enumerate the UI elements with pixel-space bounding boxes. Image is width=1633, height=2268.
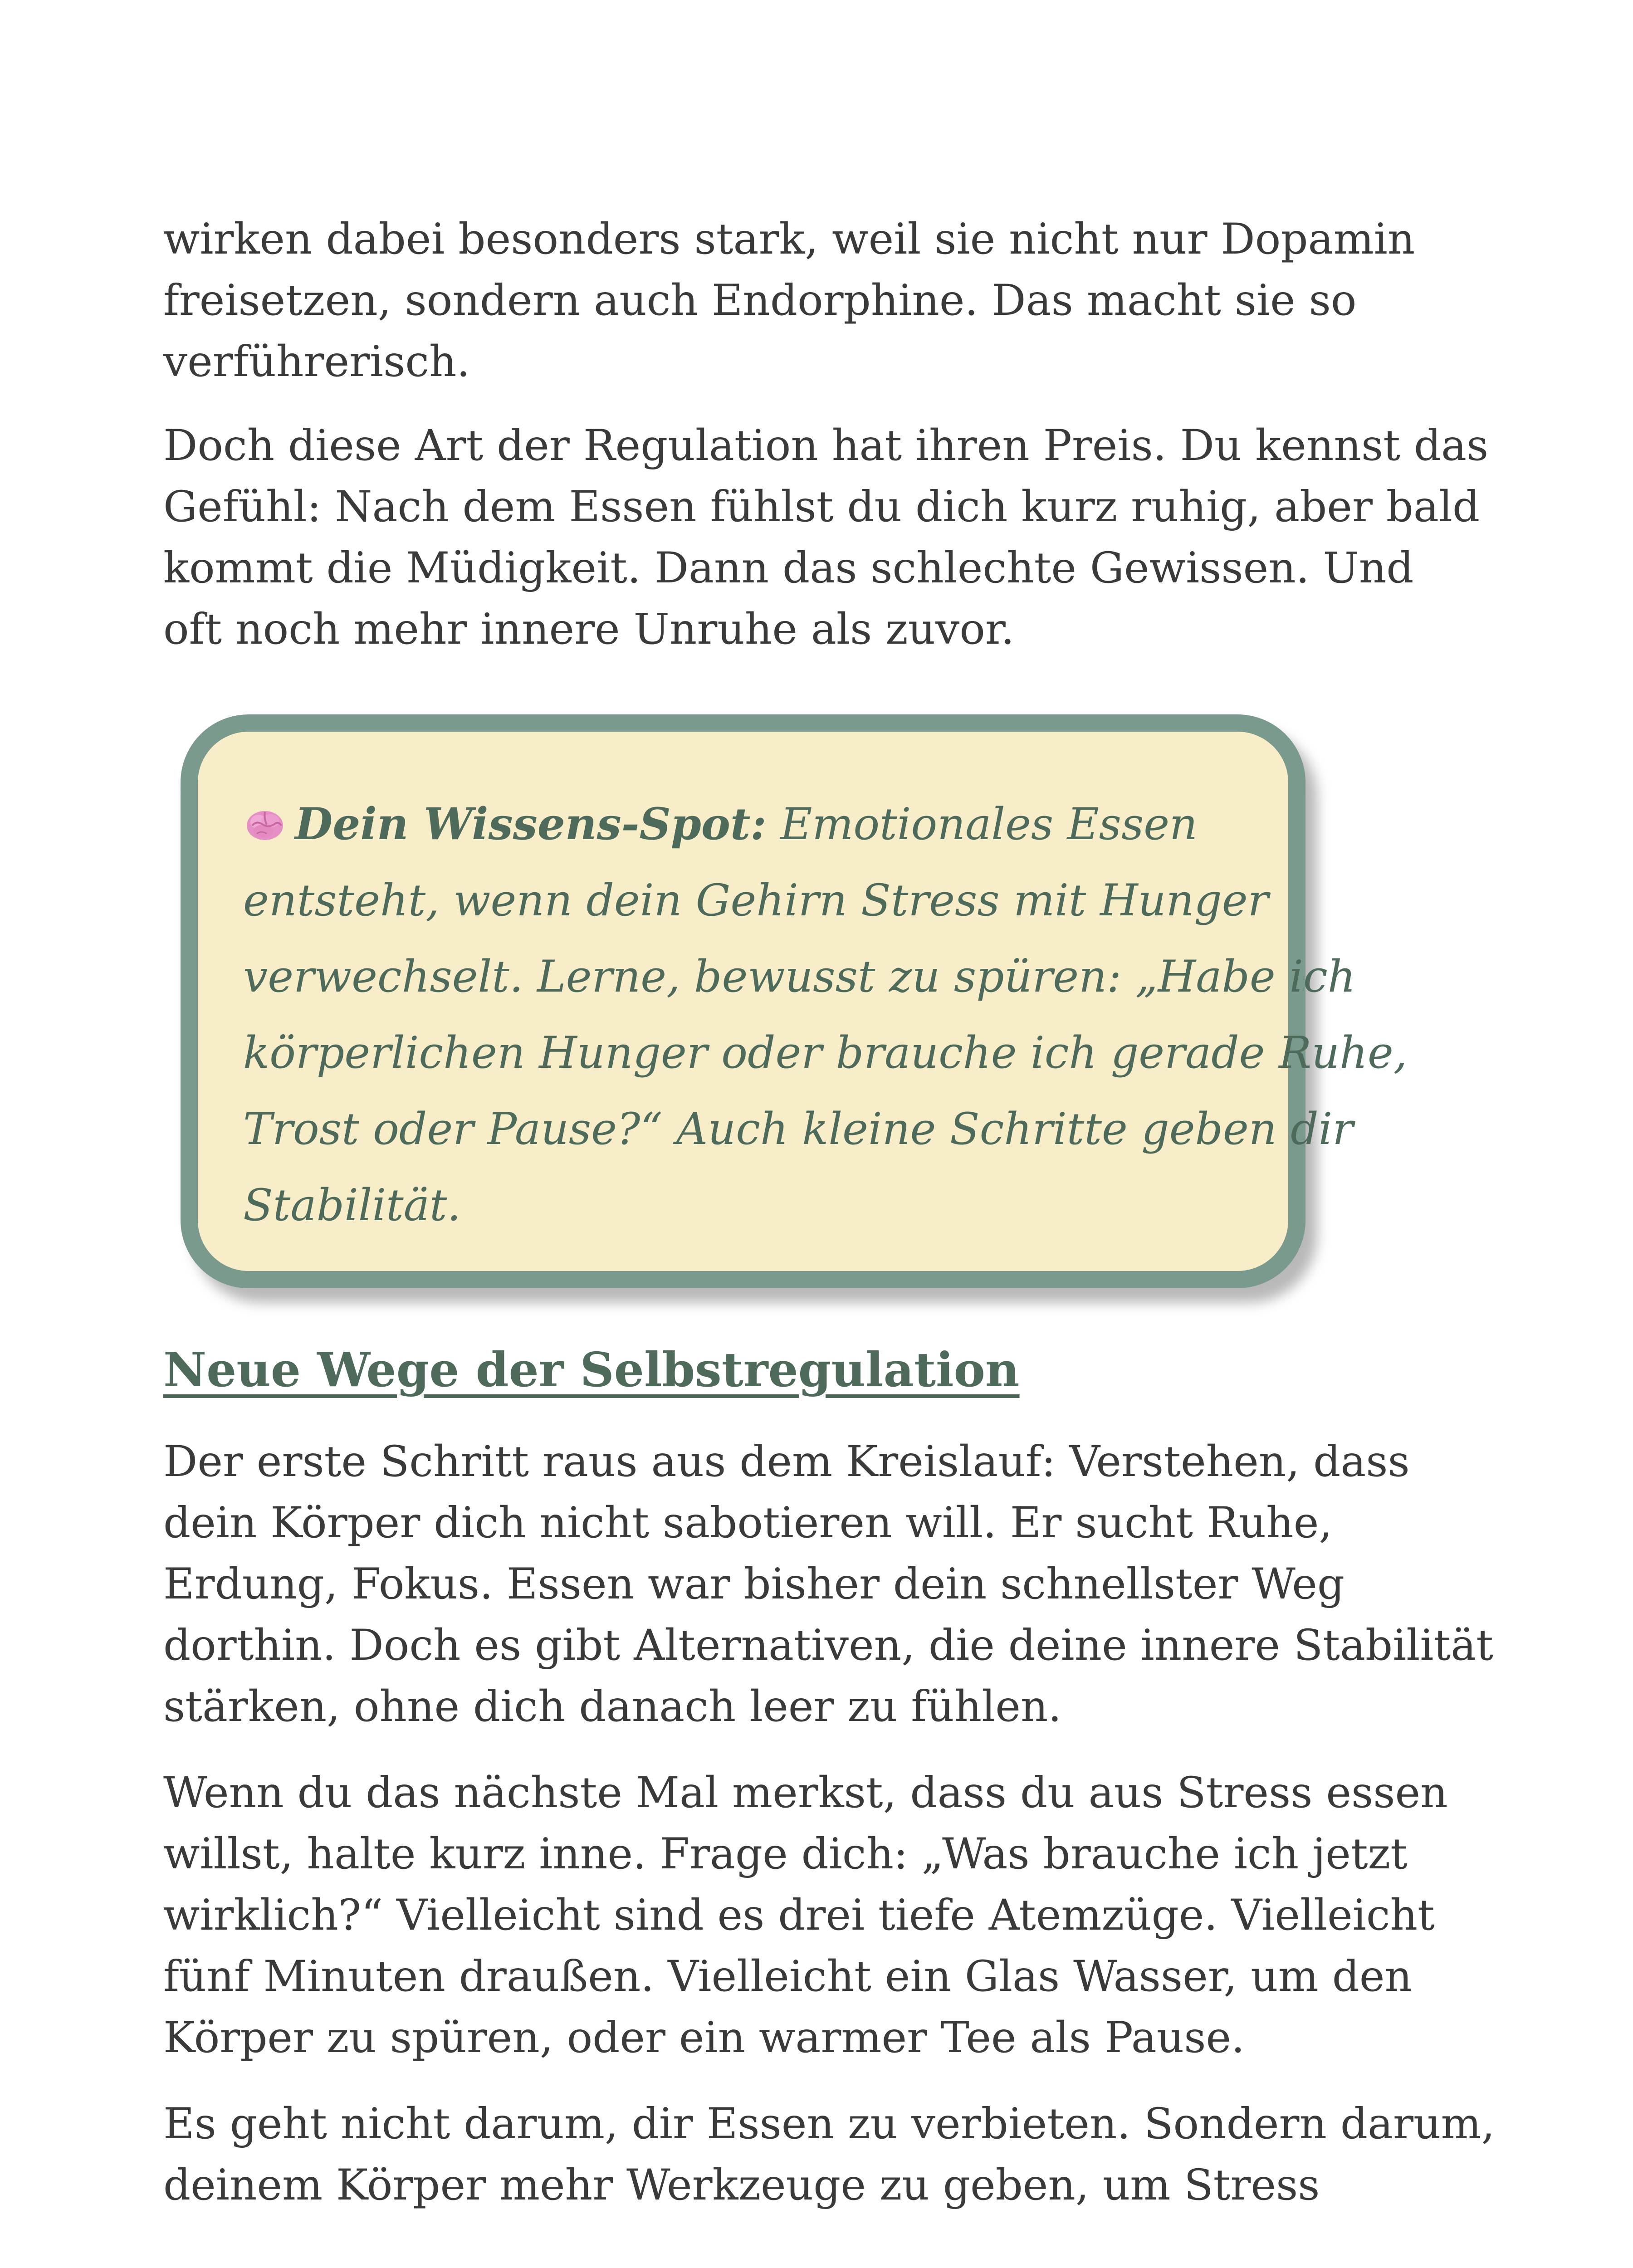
section-heading: Neue Wege der Selbstregulation	[163, 1342, 1020, 1398]
callout-text	[243, 786, 1408, 1243]
brain-icon	[243, 807, 287, 843]
callout-text-segment: Emotionales Essen	[766, 799, 1198, 850]
callout-line: entsteht, wenn dein Gehirn Stress mit Hunger	[243, 875, 1269, 926]
text-line: wirken dabei besonders stark, weil sie nicht nur Dopamin	[163, 215, 1415, 264]
callout-line: verwechselt. Lerne, bewusst zu spüren: „Habe ich	[243, 951, 1356, 1002]
text-line: kommt die Müdigkeit. Dann das schlechte Gewissen. Und	[163, 543, 1414, 593]
text-line: willst, halte kurz inne. Frage dich: „Was brauche ich jetzt	[163, 1829, 1408, 1879]
paragraph	[163, 1431, 1493, 1737]
callout-label: Dein Wissens-Spot:	[295, 798, 767, 850]
callout-first-line	[243, 786, 1259, 862]
knowledge-callout-box	[181, 714, 1408, 1288]
text-line: Der erste Schritt raus aus dem Kreislauf: Verstehen, dass	[163, 1437, 1410, 1486]
text-line: Doch diese Art der Regulation hat ihren Preis. Du kennst das	[163, 421, 1489, 470]
text-line: Gefühl: Nach dem Essen fühlst du dich kurz ruhig, aber bald	[163, 482, 1480, 532]
text-line: fünf Minuten draußen. Vielleicht ein Glas Wasser, um den	[163, 1952, 1413, 2001]
text-line: dein Körper dich nicht sabotieren will. Er sucht Ruhe,	[163, 1498, 1333, 1548]
text-line: wirklich?“ Vielleicht sind es drei tiefe Atemzüge. Vielleicht	[163, 1891, 1435, 1940]
text-line: freisetzen, sondern auch Endorphine. Das macht sie so	[163, 276, 1357, 325]
callout-line: Trost oder Pause?“ Auch kleine Schritte geben dir	[243, 1104, 1354, 1154]
callout-line: körperlichen Hunger oder brauche ich gerade Ruhe,	[243, 1027, 1408, 1078]
text-line: dorthin. Doch es gibt Alternativen, die deine innere Stabilität	[163, 1621, 1493, 1670]
text-line: deinem Körper mehr Werkzeuge zu geben, um Stress	[163, 2160, 1320, 2210]
text-line: oft noch mehr innere Unruhe als zuvor.	[163, 605, 1015, 654]
text-line: Körper zu spüren, oder ein warmer Tee als Pause.	[163, 2013, 1245, 2063]
text-line: Wenn du das nächste Mal merkst, dass du aus Stress essen	[163, 1768, 1448, 1818]
text-line: Es geht nicht darum, dir Essen zu verbieten. Sondern darum,	[163, 2099, 1495, 2149]
paragraph	[163, 1762, 1448, 2068]
callout-line: Stabilität.	[243, 1180, 461, 1231]
text-line: verführerisch.	[163, 337, 470, 386]
paragraph	[163, 415, 1489, 660]
text-line: Erdung, Fokus. Essen war bisher dein schnellster Weg	[163, 1559, 1345, 1609]
text-line: stärken, ohne dich danach leer zu fühlen.	[163, 1682, 1062, 1731]
paragraph	[163, 209, 1415, 392]
paragraph	[163, 2093, 1495, 2216]
